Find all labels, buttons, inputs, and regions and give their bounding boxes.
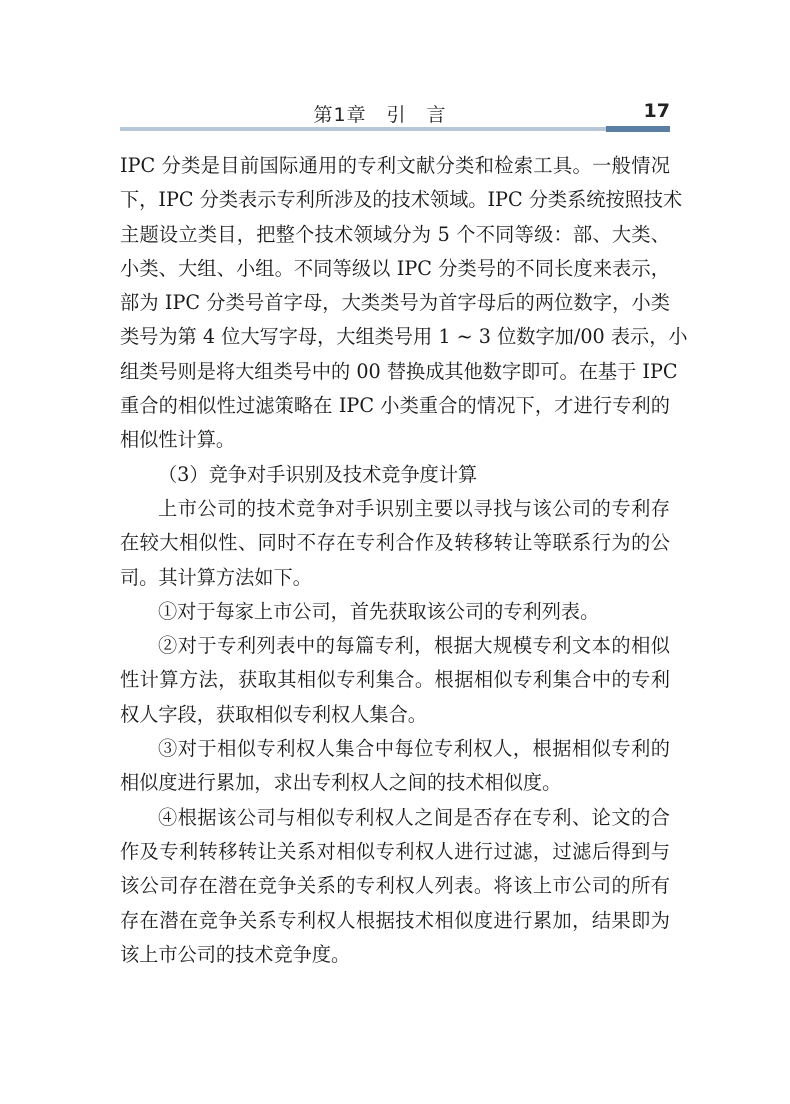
body-text bbox=[120, 149, 688, 972]
running-header bbox=[120, 94, 670, 134]
text-line: 作及专利转移转让关系对相似专利权人进行过滤，过滤后得到与 bbox=[120, 839, 670, 863]
text-line: 下，IPC 分类表示专利所涉及的技术领域。IPC 分类系统按照技术 bbox=[120, 188, 683, 212]
text-line: 相似性计算。 bbox=[120, 428, 236, 452]
text-line: 司。其计算方法如下。 bbox=[120, 565, 312, 589]
text-line: 部为 IPC 分类号首字母，大类类号为首字母后的两位数字，小类 bbox=[120, 291, 670, 315]
text-line: 该公司存在潜在竞争关系的专利权人列表。将该上市公司的所有 bbox=[120, 874, 670, 898]
header-rule-accent bbox=[606, 126, 670, 132]
text-line: 组类号则是将大组类号中的 00 替换成其他数字即可。在基于 IPC bbox=[120, 359, 678, 383]
list-item: ②对于专利列表中的每篇专利，根据大规模专利文本的相似 bbox=[158, 634, 670, 658]
text-line: 存在潜在竞争关系专利权人根据技术相似度进行累加，结果即为 bbox=[120, 908, 670, 932]
text-line: 在较大相似性、同时不存在专利合作及转移转让等联系行为的公 bbox=[120, 531, 670, 555]
text-line: 权人字段，获取相似专利权人集合。 bbox=[120, 702, 427, 726]
text-line: 小类、大组、小组。不同等级以 IPC 分类号的不同长度来表示， bbox=[120, 256, 670, 280]
text-line: 该上市公司的技术竞争度。 bbox=[120, 942, 351, 966]
text-line: 主题设立类目，把整个技术领域分为 5 个不同等级：部、大类、 bbox=[120, 222, 670, 246]
list-item: ④根据该公司与相似专利权人之间是否存在专利、论文的合 bbox=[158, 805, 670, 829]
section-heading: （3）竞争对手识别及技术竞争度计算 bbox=[158, 462, 478, 486]
text-line: 类号为第 4 位大写字母，大组类号用 1 ~ 3 位数字加/00 表示，小 bbox=[120, 325, 688, 349]
text-line: IPC 分类是目前国际通用的专利文献分类和检索工具。一般情况 bbox=[120, 154, 670, 177]
page-number: 17 bbox=[643, 100, 670, 122]
list-item: ③对于相似专利权人集合中每位专利权人，根据相似专利的 bbox=[158, 737, 670, 761]
header-rule bbox=[120, 127, 670, 131]
chapter-title: 第1章 引 言 bbox=[313, 104, 447, 126]
text-line: 上市公司的技术竞争对手识别主要以寻找与该公司的专利存 bbox=[158, 496, 670, 520]
text-line: 重合的相似性过滤策略在 IPC 小类重合的情况下，才进行专利的 bbox=[120, 394, 670, 418]
text-line: 相似度进行累加，求出专利权人之间的技术相似度。 bbox=[120, 771, 562, 795]
text-line: 性计算方法，获取其相似专利集合。根据相似专利集合中的专利 bbox=[120, 668, 670, 692]
list-item: ①对于每家上市公司，首先获取该公司的专利列表。 bbox=[158, 599, 600, 623]
